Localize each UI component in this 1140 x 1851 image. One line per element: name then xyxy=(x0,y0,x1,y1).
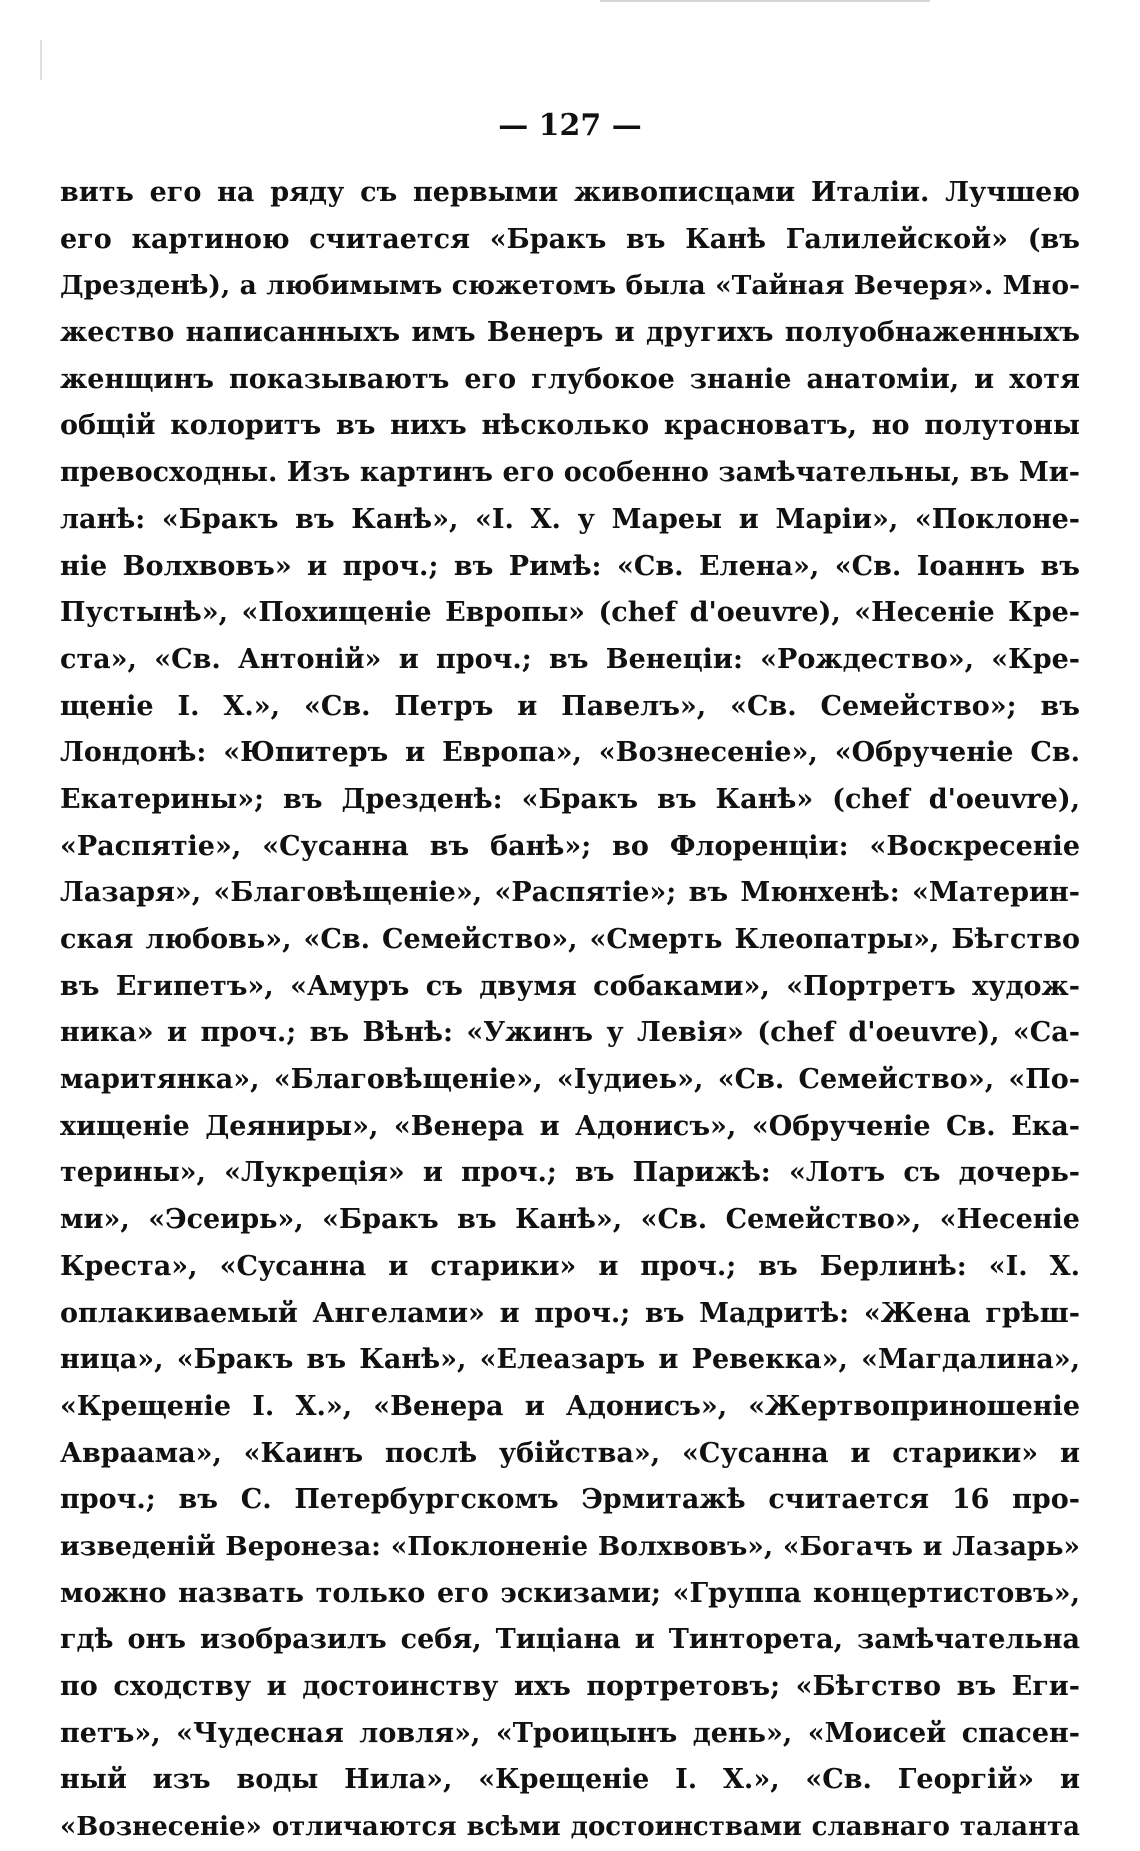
text-line: оплакиваемый Ангелами» и проч.; въ Мадритѣ: «Жена грѣш- xyxy=(60,1297,1080,1329)
text-line: Пустынѣ», «Похищеніе Европы» (chef d'oeuvre), «Несеніе Кре- xyxy=(60,597,1080,629)
text-line: Лазаря», «Благовѣщеніе», «Распятіе»; въ Мюнхенѣ: «Материн- xyxy=(60,877,1080,909)
text-line: гдѣ онъ изобразилъ себя, Тиціана и Тинторета, замѣчательна xyxy=(60,1624,1080,1656)
text-line: общій колоритъ въ нихъ нѣсколько красноватъ, но полутоны xyxy=(60,410,1080,442)
text-line: «Крещеніе I. X.», «Венера и Адонисъ», «Жертвоприношеніе xyxy=(60,1390,1080,1422)
text-line: ніе Волхвовъ» и проч.; въ Римѣ: «Св. Елена», «Св. Іоаннъ въ xyxy=(60,550,1080,582)
text-line: ный изъ воды Нила», «Крещеніе I. X.», «Св. Георгій» и xyxy=(60,1764,1080,1796)
text-line: щеніе I. X.», «Св. Петръ и Павелъ», «Св. Семейство»; въ xyxy=(60,690,1080,722)
text-line: Екатерины»; въ Дрезденѣ: «Бракъ въ Канѣ» (chef d'oeuvre), xyxy=(60,783,1080,815)
text-line: превосходны. Изъ картинъ его особенно замѣчательны, въ Ми- xyxy=(60,457,1080,489)
text-line: проч.; въ С. Петербургскомъ Эрмитажѣ считается 16 про- xyxy=(60,1484,1080,1516)
text-line: Авраама», «Каинъ послѣ убійства», «Сусанна и старики» и xyxy=(60,1437,1080,1469)
text-line: жество написанныхъ имъ Венеръ и другихъ полуобнаженныхъ xyxy=(60,317,1080,349)
text-line: его картиною считается «Бракъ въ Канѣ Галилейской» (въ xyxy=(60,223,1080,255)
text-line: терины», «Лукреція» и проч.; въ Парижѣ: «Лотъ съ дочерь- xyxy=(60,1157,1080,1189)
text-line: изведеній Веронеза: «Поклоненіе Волхвовъ», «Богачъ и Лазарь» xyxy=(60,1530,1080,1562)
text-line: ланѣ: «Бракъ въ Канѣ», «I. X. у Мареы и Маріи», «Поклоне- xyxy=(60,503,1080,535)
text-line: хищеніе Деяниры», «Венера и Адонисъ», «Обрученіе Св. Ека- xyxy=(60,1110,1080,1142)
text-line: по сходству и достоинству ихъ портретовъ; «Бѣгство въ Еги- xyxy=(60,1671,1080,1702)
margin-mark xyxy=(40,40,42,80)
text-line: Креста», «Сусанна и старики» и проч.; въ Берлинѣ: «I. X. xyxy=(60,1250,1080,1282)
body-text xyxy=(60,170,1080,1851)
text-line: Лондонѣ: «Юпитеръ и Европа», «Вознесеніе», «Обрученіе Св. xyxy=(60,737,1080,769)
text-line: ста», «Св. Антоній» и проч.; въ Венеціи: «Рождество», «Кре- xyxy=(60,643,1080,675)
text-line: Дрезденѣ), а любимымъ сюжетомъ была «Тайная Вечеря». Мно- xyxy=(60,270,1080,302)
text-line: петъ», «Чудесная ловля», «Троицынъ день», «Моисей спасен- xyxy=(60,1717,1080,1749)
top-edge-mark xyxy=(600,0,930,2)
text-line: ская любовь», «Св. Семейство», «Смерть Клеопатры», Бѣгство xyxy=(60,924,1080,955)
text-line: вить его на ряду съ первыми живописцами Италіи. Лучшею xyxy=(60,177,1080,208)
text-line: въ Египетъ», «Амуръ съ двумя собаками», «Портретъ худож- xyxy=(60,970,1080,1002)
text-line: «Вознесеніе» отличаются всѣми достоинствами славнаго таланта xyxy=(60,1812,1080,1843)
text-line: ника» и проч.; въ Вѣнѣ: «Ужинъ у Левія» (chef d'oeuvre), «Са- xyxy=(60,1017,1080,1049)
text-line: женщинъ показываютъ его глубокое знаніе анатоміи, и хотя xyxy=(60,363,1080,395)
text-line: «Распятіе», «Сусанна въ банѣ»; во Флоренціи: «Воскресеніе xyxy=(60,830,1080,862)
text-line: маритянка», «Благовѣщеніе», «Іудиеь», «Св. Семейство», «По- xyxy=(60,1064,1080,1096)
text-line: ница», «Бракъ въ Канѣ», «Елеазаръ и Ревекка», «Магдалина», xyxy=(60,1344,1080,1376)
text-line: можно назвать только его эскизами; «Группа концертистовъ», xyxy=(60,1577,1080,1609)
text-line: ми», «Эсеирь», «Бракъ въ Канѣ», «Св. Семейство», «Несеніе xyxy=(60,1204,1080,1236)
page-number: — 127 — xyxy=(498,108,642,143)
